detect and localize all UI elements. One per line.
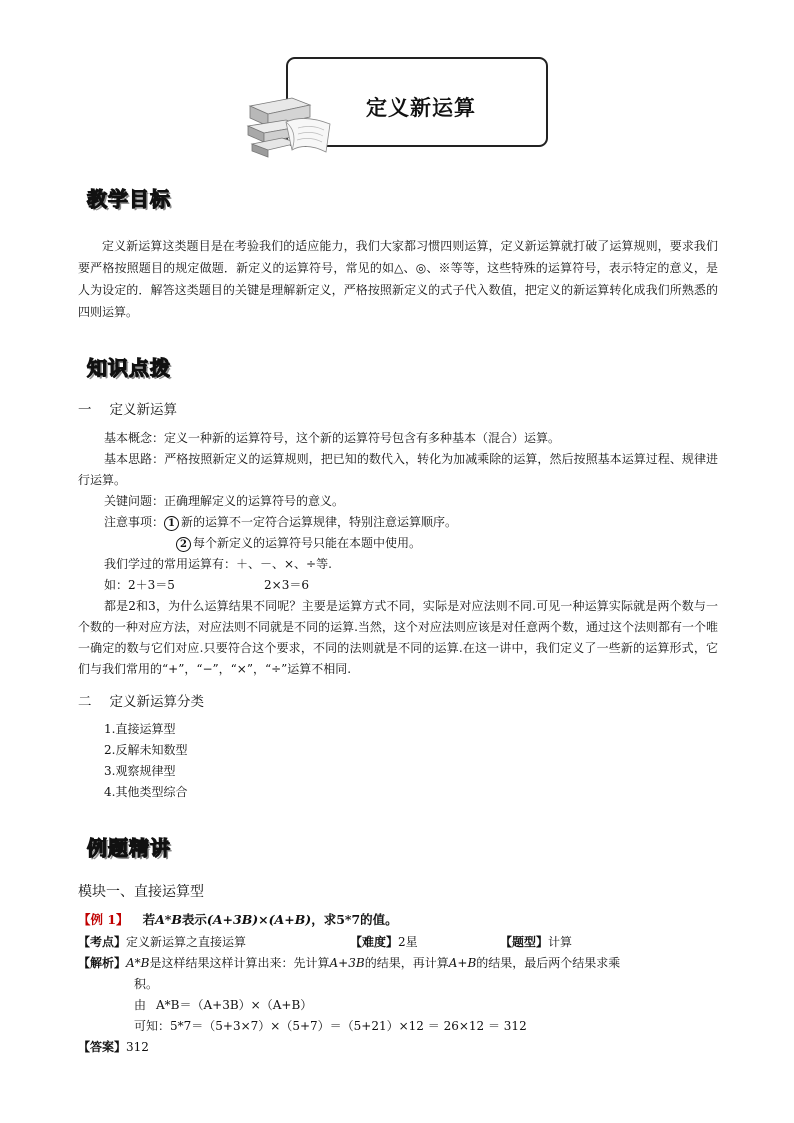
kaodian-label: 【考点】 — [78, 935, 127, 949]
part2-number: 二 — [78, 694, 92, 710]
part2-heading — [78, 690, 204, 710]
jiexi-text: 由 — [134, 998, 147, 1012]
note-2-text: 每个新定义的运算符号只能在本题中使用。 — [193, 536, 422, 550]
nandu-label: 【难度】 — [350, 935, 399, 949]
tixing-value: 计算 — [548, 935, 573, 949]
example-1-question — [78, 909, 398, 930]
part1-heading — [78, 398, 177, 418]
tixing-label: 【题型】 — [500, 935, 549, 949]
note-1 — [104, 512, 457, 533]
category-item: 4.其他类型综合 — [104, 785, 188, 799]
answer-label: 【答案】 — [78, 1040, 127, 1054]
kaodian-value: 定义新运算之直接运算 — [126, 935, 247, 949]
category-item: 1.直接运算型 — [104, 722, 176, 736]
jiexi-line-1 — [78, 953, 620, 974]
nandu-value: 2星 — [398, 935, 418, 949]
books-icon — [246, 96, 332, 158]
module-title: 模块一、直接运算型 — [78, 884, 204, 900]
jiexi-line-4: 可知：5*7＝（5+3×7）×（5+7）＝（5+21）×12 ＝ 26×12 ＝ 312 — [134, 1019, 527, 1033]
part1-title: 定义新运算 — [109, 402, 177, 418]
question-mid: 表示 — [181, 912, 207, 927]
jiexi-label: 【解析】 — [78, 956, 127, 970]
note-label: 注意事项： — [104, 515, 165, 529]
kaodian-row — [78, 932, 246, 953]
category-item: 2.反解未知数型 — [104, 743, 188, 757]
tixing-row — [500, 932, 572, 953]
part1-number: 一 — [78, 402, 92, 418]
answer-row — [78, 1037, 149, 1058]
basic-idea: 基本思路：严格按照新定义的运算规则，把已知的数代入，转化为加减乘除的运算，然后按照基本运算过程、规律进行运算。 — [78, 452, 718, 487]
note-2 — [176, 533, 421, 554]
section-heading-examples: 例题精讲 — [87, 836, 171, 860]
jiexi-text: 的结果，再计算 — [364, 956, 449, 970]
category-item: 3.观察规律型 — [104, 764, 176, 778]
nandu-row — [350, 932, 418, 953]
part2-title: 定义新运算分类 — [109, 694, 204, 710]
example-add: 2＋3＝5 — [128, 578, 175, 592]
example-mul: 2×3＝6 — [264, 578, 309, 592]
jiexi-line-2: 积。 — [134, 977, 159, 991]
question-expr: (A+3B)×(A+B) — [206, 912, 312, 927]
question-suffix: ，求5*7的值。 — [311, 912, 398, 927]
jiexi-formula: A*B＝（A+3B）×（A+B） — [156, 998, 313, 1012]
page-title: 定义新运算 — [366, 96, 476, 120]
section-heading-knowledge: 知识点拨 — [87, 356, 171, 380]
jiexi-var: A+3B — [329, 956, 365, 970]
example-ops — [104, 575, 175, 596]
circled-number-1: 1 — [164, 516, 179, 531]
basic-concept: 基本概念：定义一种新的运算符号，这个新的运算符号包含有多种基本（混合）运算。 — [104, 431, 561, 445]
jiexi-text: 是这样结果这样计算出来：先计算 — [149, 956, 330, 970]
example-prefix: 如： — [104, 578, 129, 592]
jiexi-line-3 — [134, 995, 312, 1016]
answer-value: 312 — [126, 1040, 149, 1054]
question-def: A*B — [155, 912, 182, 927]
goals-paragraph: 定义新运算这类题目是在考验我们的适应能力，我们大家都习惯四则运算，定义新运算就打破了运算规则，要求我们要严格按照题目的规定做题．新定义的运算符号，常见的如△、◎、※等等，这些特殊的运算符号，表示特定的意义，是人为设定的．解答这类题目的关键是理解新定义，严格按照新定义的式子代入数值，把定义的新运算转化成我们所熟悉的四则运算。 — [78, 239, 718, 319]
common-ops: 我们学过的常用运算有：＋、－、×、÷等. — [104, 557, 332, 571]
jiexi-var: A*B — [126, 956, 150, 970]
question-prefix: 若 — [142, 912, 156, 927]
jiexi-text: 的结果，最后两个结果求乘 — [476, 956, 621, 970]
note-1-text: 新的运算不一定符合运算规律，特别注意运算顺序。 — [181, 515, 458, 529]
explain-paragraph: 都是2和3，为什么运算结果不同呢？主要是运算方式不同，实际是对应法则不同.可见一种运算实际就是两个数与一个数的一种对应方法，对应法则不同就是不同的运算.当然，这个对应法则应该是对任意两个数，通过这个法则都有一个唯一确定的数与它们对应.只要符合这个要求，不同的法则就是不同的运算.在这一讲中，我们定义了一些新的运算形式，它们与我们常用的“+”，“−”，“×”，“÷”运算不相同. — [78, 599, 718, 676]
example-label: 【例 1】 — [78, 912, 129, 927]
jiexi-var: A+B — [448, 956, 477, 970]
key-issue: 关键问题：正确理解定义的运算符号的意义。 — [104, 494, 345, 508]
circled-number-2: 2 — [176, 537, 191, 552]
section-heading-goals: 教学目标 — [87, 187, 171, 211]
